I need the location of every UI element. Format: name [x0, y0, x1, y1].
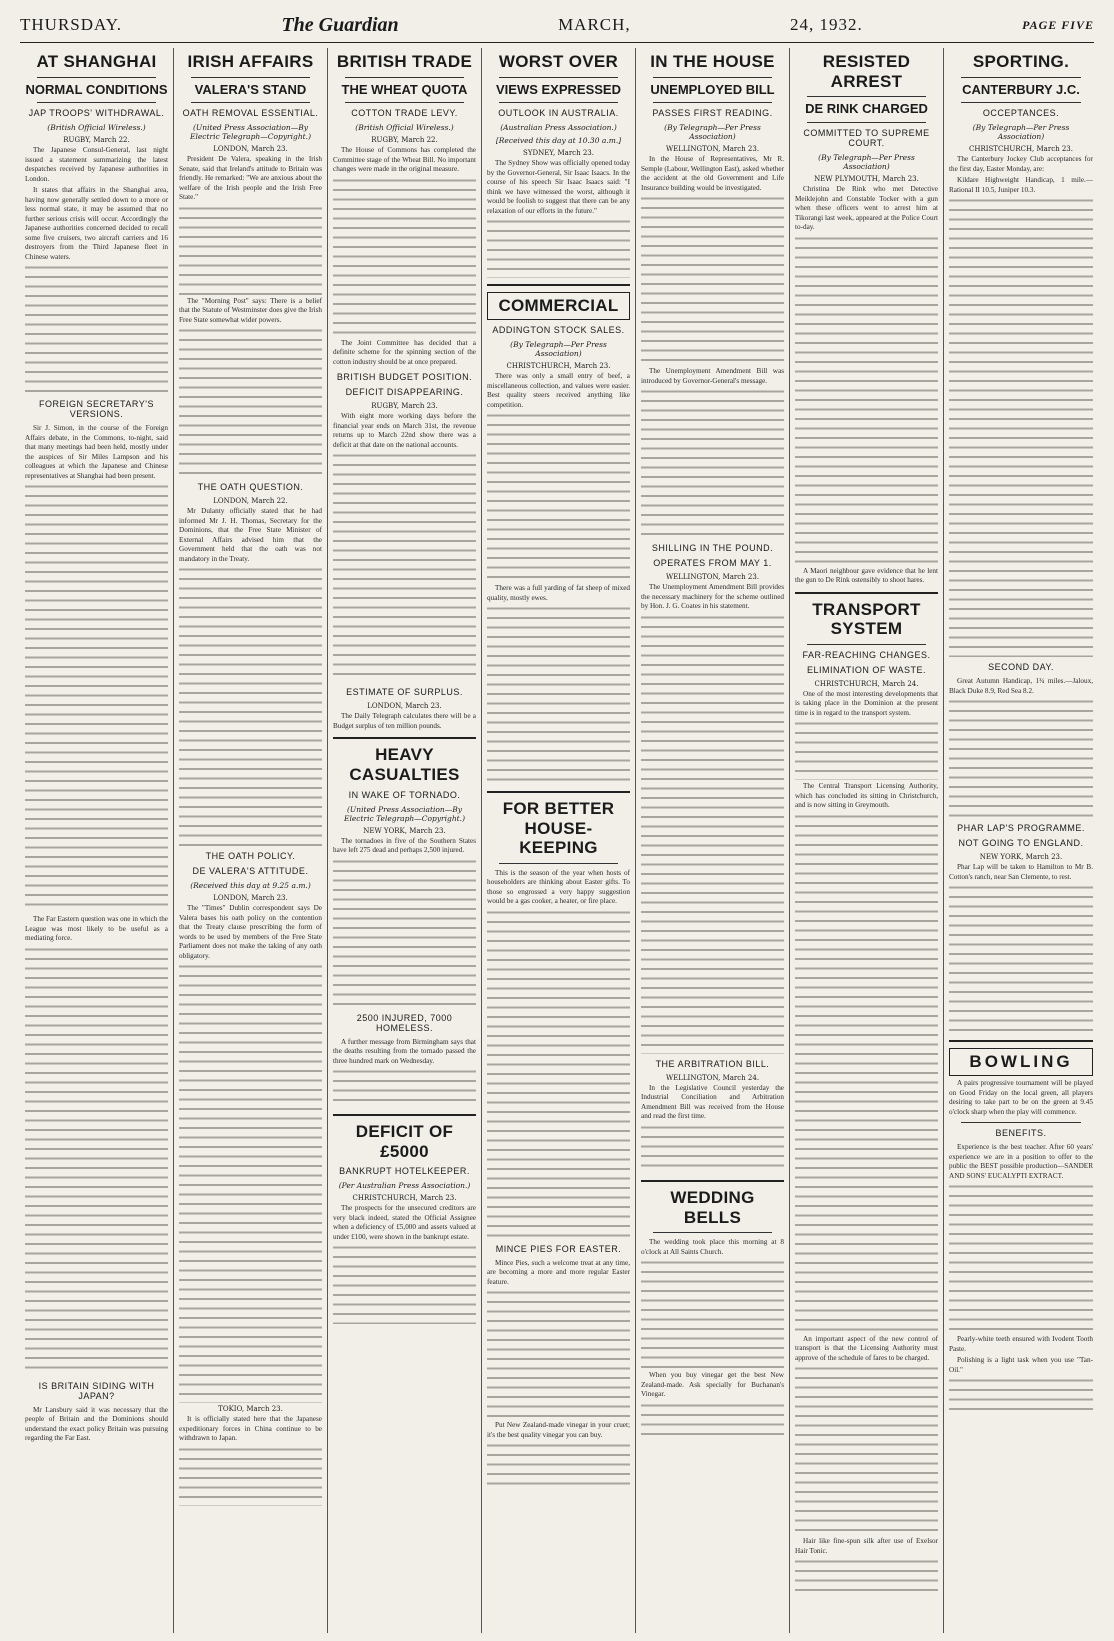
body-text: Mr Lansbury said it was necessary that the people of Britain and the Dominions should understand the exact policy Britain was pursuing regarding the Far East. [25, 1405, 168, 1443]
body-text-lines [641, 1124, 784, 1174]
masthead-date: 24, 1932. [790, 15, 863, 34]
body-text-lines [641, 1402, 784, 1442]
divider [653, 102, 772, 103]
deck: OATH REMOVAL ESSENTIAL. [182, 108, 319, 119]
deck: PASSES FIRST READING. [652, 108, 773, 119]
body-text: The Central Transport Licensing Authority, which has concluded its sitting in Christchurch, and is now sitting in Greymouth. [795, 782, 938, 810]
headline: COMMERCIAL [487, 292, 630, 320]
divider [807, 96, 926, 97]
dateline: LONDON, March 23. [213, 145, 288, 154]
body-text: In the House of Representatives, Mr R. Semple (Labour, Wellington East), asked whether the accident at the old Government and Life Insurance building would be investigated. [641, 155, 784, 192]
divider [653, 77, 772, 78]
body-text-lines [333, 1244, 476, 1324]
divider [499, 102, 618, 103]
dateline: CHRISTCHURCH, March 24. [814, 679, 919, 688]
credit-line: [Received this day at 10.30 a.m.] [495, 136, 622, 146]
divider [345, 77, 464, 78]
body-text: An important aspect of the new control of transport is that the Licensing Authority must approve of the schedule of fares to be charged. [795, 1334, 938, 1362]
credit-line: (By Telegraph—Per Press Association) [664, 123, 761, 142]
divider [961, 77, 1081, 78]
masthead-page-number: PAGE FIVE [1022, 17, 1094, 32]
body-text-lines [795, 1558, 938, 1598]
deck: OUTLOOK IN AUSTRALIA. [498, 108, 619, 119]
credit-line: (By Telegraph—Per Press Association) [972, 123, 1070, 142]
divider [37, 102, 156, 103]
divider [191, 102, 310, 103]
headline: WORST OVER [498, 52, 619, 71]
subheadline: VALERA'S STAND [194, 81, 307, 97]
credit-line: (United Press Association—By Electric Telegraph—Copyright.) [189, 123, 311, 142]
column-2 [174, 48, 328, 1633]
body-text-lines [487, 1289, 630, 1419]
headline: RESISTED ARREST [822, 52, 911, 91]
body-text-lines [487, 909, 630, 1239]
body-text: The "Morning Post" says: There is a belief that the Statute of Westminster does give the Irish Free State somewhat wider powers. [179, 296, 323, 324]
divider [641, 1180, 784, 1182]
divider [333, 737, 476, 739]
body-text: Polishing is a light task when you use "Tan-Oil." [949, 1356, 1093, 1374]
body-text-lines [179, 327, 322, 477]
section-heading: BRITISH BUDGET POSITION. [336, 372, 473, 383]
section-heading: THE OATH POLICY. [205, 851, 296, 862]
column-4 [482, 48, 636, 1633]
body-text-lines [641, 1259, 784, 1369]
body-text-lines [795, 720, 938, 780]
body-text: It states that affairs in the Shanghai area, having now generally settled down to a more or less normal state, it may be assumed that no further serious crisis will occur. Accordingly the Japanese authorities concerned decided to recall some five cruisers, two aircraft carriers and 16 destroyers from the Third Japanese fleet in Chinese waters. [25, 186, 168, 261]
body-text-lines [949, 1377, 1093, 1417]
body-text: In the Legislative Council yesterday the Industrial Conciliation and Arbitration Amendment Bill was received from the House and read the first time. [641, 1083, 784, 1121]
deck: ELIMINATION OF WASTE. [806, 664, 926, 675]
deck: COTTON TRADE LEVY. [351, 108, 458, 119]
dateline: LONDON, March 23. [213, 894, 288, 903]
headline: IN THE HOUSE [650, 52, 775, 71]
dateline: RUGBY, March 22. [63, 136, 130, 145]
divider [487, 284, 630, 286]
section-heading: BENEFITS. [995, 1128, 1047, 1139]
body-text: The House of Commons has completed the Committee stage of the Wheat Bill. No important changes were made in the original measure. [333, 146, 476, 174]
dateline: WELLINGTON, March 24. [665, 1073, 760, 1082]
credit-line: (British Official Wireless.) [47, 123, 146, 133]
body-text: Kildare Highweight Handicap, 1 mile.—Rational II 10.5, Juniper 10.3. [949, 176, 1093, 194]
body-text-lines [949, 884, 1093, 1034]
dateline: CHRISTCHURCH, March 23. [969, 145, 1073, 154]
dateline: NEW YORK, March 23. [979, 853, 1063, 862]
body-text-lines [949, 698, 1093, 818]
section-heading: DE VALERA'S ATTITUDE. [192, 866, 309, 877]
body-text: Sir J. Simon, in the course of the Foreign Affairs debate, in the Commons, to-night, said that many meetings had been held, mostly under the auspices of Sir Miles Lampson and his colleagues at which the Japanese and Chinese representatives at Shanghai had been present. [25, 424, 168, 480]
deck: BANKRUPT HOTELKEEPER. [339, 1166, 470, 1177]
body-text: The Sydney Show was officially opened today by the Governor-General, Sir Isaac Isaacs. In the course of his speech Sir Isaac Isaacs said: "I think we have witnessed the worst, although it would be foolish to suggest that there can be any relaxation of our efforts in the future." [487, 159, 630, 215]
body-text: With eight more working days before the financial year ends on March 31st, the revenue returns up to March 22nd show there was a deficit at that date on the national accounts. [333, 412, 476, 449]
body-text-lines [641, 614, 784, 1054]
body-text-lines [333, 177, 476, 337]
headline: BRITISH TRADE [336, 52, 473, 71]
body-text-lines [25, 264, 168, 394]
headline: IRISH AFFAIRS [187, 52, 314, 71]
divider [795, 592, 938, 594]
body-text-lines [179, 963, 322, 1403]
divider [653, 1232, 772, 1233]
divider [37, 77, 156, 78]
body-text-lines [25, 483, 168, 913]
body-text: A Maori neighbour gave evidence that he lent the gun to De Rink ostensibly to shoot hares. [795, 566, 938, 585]
section-heading: ESTIMATE OF SURPLUS. [346, 687, 463, 698]
body-text-lines [333, 858, 476, 1008]
headline: SPORTING. [972, 52, 1070, 71]
body-text: One of the most interesting developments that is taking place in the Dominion at the present time is in regard to the transport system. [795, 689, 938, 717]
subheadline: VIEWS EXPRESSED [496, 81, 621, 97]
masthead [20, 8, 1094, 43]
dateline: NEW YORK, March 23. [363, 826, 446, 835]
body-text: When you buy vinegar get the best New Zealand-made. Ask specially for Buchanan's Vinegar. [641, 1371, 784, 1399]
credit-line: (British Official Wireless.) [355, 123, 454, 133]
divider [487, 791, 630, 793]
body-text-lines [179, 566, 322, 846]
body-text-lines [795, 235, 938, 565]
headline: DEFICIT OF £5000 [355, 1122, 454, 1161]
body-text: This is the season of the year when hosts of householders are thinking about Easter gifts. To those so engrossed a very happy suggestion would be a gas cooker, a heater, or fire place. [487, 868, 630, 906]
credit-line: (Per Australian Press Association.) [338, 1181, 471, 1191]
dateline: CHRISTCHURCH, March 23. [506, 362, 611, 371]
masthead-paper-name: The Guardian [281, 13, 399, 36]
body-text-lines [641, 388, 784, 538]
credit-line: (United Press Association—By Electric Telegraph—Copyright.) [343, 804, 465, 823]
credit-line: (Received this day at 9.25 a.m.) [190, 881, 311, 891]
headline: TRANSPORT SYSTEM [812, 599, 921, 639]
body-text-lines [179, 1446, 322, 1506]
body-text-lines [641, 195, 784, 365]
credit-line: (By Telegraph—Per Press Association) [510, 340, 607, 359]
section-heading: THE ARBITRATION BILL. [655, 1058, 770, 1069]
headline: AT SHANGHAI [36, 52, 157, 71]
section-heading: MINCE PIES FOR EASTER. [495, 1243, 622, 1254]
subheadline: DE RINK CHARGED [805, 101, 928, 117]
section-heading: PHAR LAP'S PROGRAMME. [957, 823, 1085, 834]
divider [499, 77, 618, 78]
divider [961, 1122, 1081, 1123]
deck: IN WAKE OF TORNADO. [348, 789, 461, 800]
body-text: A further message from Birmingham says that the deaths resulting from the tornado passed the three hundred mark on Wednesday. [333, 1037, 476, 1065]
dateline: RUGBY, March 22. [371, 136, 438, 145]
column-6 [790, 48, 944, 1633]
dateline: NEW PLYMOUTH, March 23. [814, 175, 919, 184]
body-text-lines [487, 605, 630, 785]
body-text: The Daily Telegraph calculates there will be a Budget surplus of ten million pounds. [333, 712, 476, 730]
subheadline: THE WHEAT QUOTA [341, 81, 468, 97]
section-heading: IS BRITAIN SIDING WITH JAPAN? [38, 1380, 155, 1401]
body-text-lines [487, 218, 630, 278]
body-text: Phar Lap will be taken to Hamilton to Mr B. Cotton's ranch, near San Clemente, to rest. [949, 863, 1093, 881]
divider [807, 122, 926, 123]
dateline: SYDNEY, March 23. [523, 149, 594, 158]
divider [191, 77, 310, 78]
deck: ADDINGTON STOCK SALES. [492, 325, 625, 336]
body-text-lines [795, 1365, 938, 1535]
body-text: Mince Pies, such a welcome treat at any time, are becoming a more and more regular Easter feature. [487, 1258, 630, 1286]
body-text: Experience is the best teacher. After 60 years' experience we are in a position to offer to the public the BEST possible production—SANDER AND SONS' EUCALYPTI EXTRACT. [949, 1143, 1093, 1180]
headline: BOWLING [949, 1048, 1093, 1076]
body-text-lines [487, 412, 630, 582]
body-text-lines [333, 1068, 476, 1108]
section-heading: DEFICIT DISAPPEARING. [345, 387, 464, 398]
body-text-lines [487, 1442, 630, 1492]
body-text-lines [949, 197, 1093, 657]
body-text: The wedding took place this morning at 8 o'clock at All Saints Church. [641, 1238, 784, 1256]
body-text: There was only a small entry of beef, a miscellaneous collection, and values were easier. Best quality steers received anything like competition. [487, 372, 630, 409]
body-text: The tornadoes in five of the Southern States have left 275 dead and perhaps 2,500 injured. [333, 836, 476, 855]
deck: COMMITTED TO SUPREME COURT. [803, 128, 930, 149]
columns [20, 48, 1100, 1633]
body-text: Hair like fine-spun silk after use of Exelsor Hair Tonic. [795, 1537, 938, 1555]
body-text: There was a full yarding of fat sheep of mixed quality, mostly ewes. [487, 584, 630, 602]
deck: OCCEPTANCES. [982, 108, 1060, 119]
section-heading: 2500 INJURED, 7000 HOMELESS. [356, 1012, 453, 1033]
dateline: WELLINGTON, March 23. [665, 573, 760, 582]
section-heading: FOREIGN SECRETARY'S VERSIONS. [39, 399, 154, 420]
dateline: TOKIO, March 23. [218, 1405, 283, 1414]
credit-line: (Australian Press Association.) [500, 123, 617, 133]
credit-line: (By Telegraph—Per Press Association) [818, 153, 915, 172]
body-text-lines [949, 1183, 1093, 1333]
body-text: The Far Eastern question was one in which the League was most likely to be useful as a mediating force. [25, 915, 168, 943]
column-3 [328, 48, 482, 1633]
body-text: Mr Dulanty officially stated that he had informed Mr J. H. Thomas, Secretary for the Dominions, that the Free State Minister of External Affairs advised him that the Government held that the oath was not mandatory in the Treaty. [179, 507, 322, 563]
section-heading: NOT GOING TO ENGLAND. [958, 838, 1084, 849]
divider [333, 1114, 476, 1116]
section-heading: SECOND DAY. [988, 662, 1054, 673]
deck: JAP TROOPS' WITHDRAWAL. [28, 108, 165, 119]
dateline: LONDON, March 23. [367, 702, 442, 711]
body-text: The "Times" Dublin correspondent says De Valera bases his oath policy on the contention that the Treaty clause prescribing the form of words to be used by members of the Free State Parliament does not make the taking of any oath obligatory. [179, 904, 322, 960]
headline: FOR BETTER HOUSE-KEEPING [502, 799, 615, 858]
body-text-lines [179, 205, 322, 295]
dateline: WELLINGTON, March 23. [665, 145, 760, 154]
section-heading: THE OATH QUESTION. [197, 482, 304, 493]
body-text: Great Autumn Handicap, 1¾ miles.—Jaloux, Black Duke 8.9, Red Sea 8.2. [949, 677, 1093, 695]
subheadline: UNEMPLOYED BILL [650, 81, 775, 97]
body-text: The Unemployment Amendment Bill was introduced by Governor-General's message. [641, 367, 784, 385]
body-text-lines [25, 946, 168, 1376]
body-text: Pearly-white teeth ensured with Ivodent Tooth Paste. [949, 1335, 1093, 1353]
body-text: The prospects for the unsecured creditors are very black indeed, stated the Official Assignee when a deficiency of £5,000 and assets valued at under £100, were shown in the bankrupt estate. [333, 1204, 476, 1241]
body-text: It is officially stated here that the Japanese expeditionary forces in China continue to be withdrawn to Japan. [179, 1415, 322, 1443]
divider [807, 644, 926, 645]
body-text-lines [333, 452, 476, 682]
headline: WEDDING BELLS [670, 1187, 755, 1227]
divider [961, 102, 1081, 103]
body-text: The Joint Committee has decided that a definite scheme for the spinning section of the cotton industry should be at once prepared. [333, 338, 476, 366]
body-text-lines [795, 813, 938, 1333]
subheadline: NORMAL CONDITIONS [25, 81, 168, 97]
divider [345, 102, 464, 103]
section-heading: SHILLING IN THE POUND. [651, 543, 774, 554]
body-text: The Unemployment Amendment Bill provides the necessary machinery for the scheme outlined by Hon. J. G. Coates in his statement. [641, 583, 784, 611]
masthead-month: MARCH, [558, 15, 631, 34]
headline: HEAVY CASUALTIES [349, 745, 460, 785]
deck: FAR-REACHING CHANGES. [802, 649, 931, 660]
body-text: The Canterbury Jockey Club acceptances for the first day, Easter Monday, are: [949, 155, 1093, 173]
divider [499, 863, 618, 864]
column-1 [20, 48, 174, 1633]
body-text: The Japanese Consul-General, last night issued a statement summarizing the latest despatches received by Japanese authorities in London. [25, 146, 168, 183]
column-7 [944, 48, 1098, 1633]
masthead-day: THURSDAY. [20, 15, 123, 34]
body-text: President De Valera, speaking in the Irish Senate, said that Ireland's attitude to Britain was friendly. He remarked: "We are anxious about the welfare of the Irish people and the Irish Free State." [179, 155, 322, 202]
body-text: A pairs progressive tournament will be played on Good Friday on the local green, all players desiring to take part to be on the green at 9.45 o'clock sharp when the play will commence. [949, 1079, 1093, 1116]
body-text: Christina De Rink who met Detective Meiklejohn and Constable Tocker with a gun when these officers went to arrest him at Tikorangi last week, appeared at the Police Court to-day. [795, 185, 938, 232]
divider [949, 1040, 1093, 1042]
body-text: Put New Zealand-made vinegar in your cruet; it's the best quality vinegar you can buy. [487, 1421, 630, 1439]
dateline: RUGBY, March 23. [371, 402, 438, 411]
dateline: CHRISTCHURCH, March 23. [352, 1194, 457, 1203]
dateline: LONDON, March 22. [213, 497, 288, 506]
subheadline: CANTERBURY J.C. [962, 81, 1080, 97]
column-5 [636, 48, 790, 1633]
section-heading: OPERATES FROM MAY 1. [653, 558, 772, 569]
